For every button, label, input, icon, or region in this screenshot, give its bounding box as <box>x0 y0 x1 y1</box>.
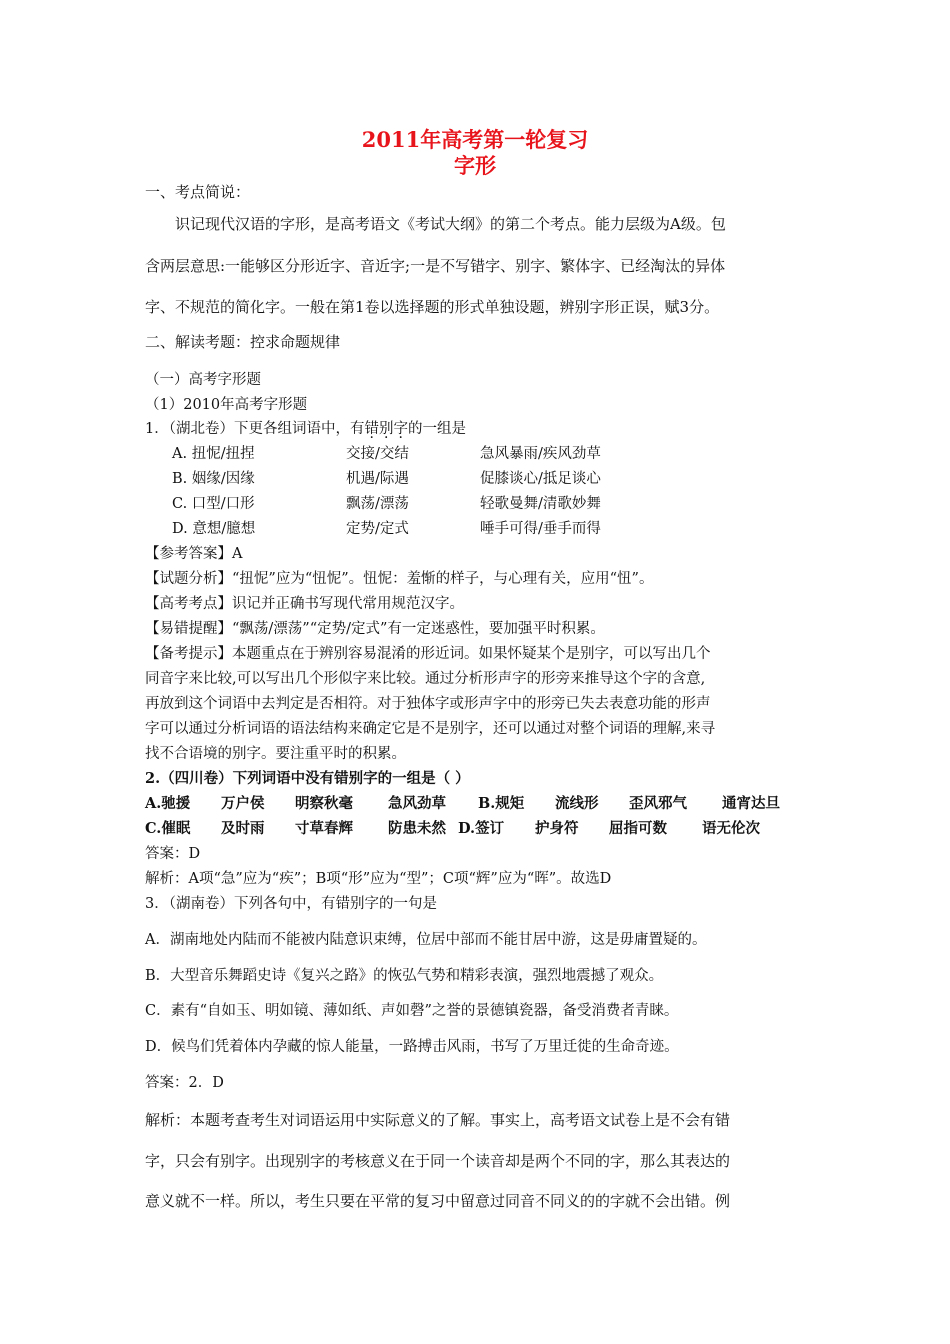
q1-option-a-col1: A. 扭怩/扭捏 <box>172 446 255 462</box>
q2-answer: 答案：D <box>145 846 201 862</box>
q1-option-b-col1: B. 姻缘/因缘 <box>172 471 255 487</box>
q2-word: 流线形 <box>555 795 599 812</box>
q1-stem-emph: 字 <box>393 421 408 437</box>
section2-heading: 二、解读考题：控求命题规律 <box>145 333 341 351</box>
q2-word: 通宵达旦 <box>722 795 780 812</box>
q3-analysis-line: 解析：本题考查考生对词语运用中实际意义的了解。事实上，高考语文试卷上是不会有错 <box>145 1111 731 1129</box>
q1-remind: 【易错提醒】“飘荡/漂荡”“定势/定式”有一定迷惑性，要加强平时积累。 <box>145 621 605 637</box>
q1-option-c-col3: 轻歌曼舞/清歌妙舞 <box>480 496 601 512</box>
q2-word: 明察秋毫 <box>295 795 353 812</box>
q2-word: 屈指可数 <box>609 820 667 837</box>
q1-stem <box>145 417 466 438</box>
q3-answer: 答案：2．D <box>145 1075 224 1091</box>
q2-word: B.规矩 <box>478 795 525 812</box>
q3-stem: 3．（湖南卷）下列各句中，有错别字的一句是 <box>145 896 437 912</box>
section2-sub1: （一）高考字形题 <box>145 372 261 388</box>
q1-stem-emph: 别 <box>378 421 394 437</box>
q2-word: 寸草春辉 <box>295 820 353 837</box>
q1-option-a-col3: 急风暴雨/疾风劲草 <box>480 446 601 462</box>
q3-option: C．素有“自如玉、明如镜、薄如纸、声如磬”之誉的景德镇瓷器，备受消费者青睐。 <box>145 1003 679 1019</box>
q3-option: B．大型音乐舞蹈史诗《复兴之路》的恢弘气势和精彩表演，强烈地震撼了观众。 <box>145 968 664 984</box>
q1-answer: 【参考答案】A <box>145 546 243 562</box>
q1-option-d-col1: D. 意想/臆想 <box>172 521 256 537</box>
q2-word: 语无伦次 <box>702 820 760 837</box>
q1-option-c-col1: C. 口型/口形 <box>172 496 255 512</box>
section1-para-line: 识记现代汉语的字形，是高考语文《考试大纲》的第二个考点。能力层级为A级。包 <box>175 215 726 233</box>
q1-option-b-col3: 促膝谈心/抵足谈心 <box>480 471 601 487</box>
q1-analysis: 【试题分析】“扭怩”应为“忸怩”。忸怩：羞惭的样子，与心理有关，应用“忸”。 <box>145 571 654 587</box>
q2-word: 万户侯 <box>221 795 265 812</box>
q2-word: D.签订 <box>458 820 505 837</box>
q3-analysis-line: 意义就不一样。所以，考生只要在平常的复习中留意过同音不同义的的字就不会出错。例 <box>145 1192 731 1210</box>
q1-option-b-col2: 机遇/际遇 <box>346 471 409 487</box>
q2-analysis: 解析：A项“急”应为“疾”；B项“形”应为“型”；C项“辉”应为“晖”。故选D <box>145 871 612 887</box>
q1-option-d-col2: 定势/定式 <box>346 521 409 537</box>
q3-option: D．候鸟们凭着体内孕藏的惊人能量，一路搏击风雨，书写了万里迁徙的生命奇迹。 <box>145 1039 679 1055</box>
q1-option-a-col2: 交接/交结 <box>346 446 409 462</box>
section1-para-line: 字、不规范的简化字。一般在第1卷以选择题的形式单独设题，辨别字形正误，赋3分。 <box>145 298 720 316</box>
q2-word: 防患未然 <box>388 820 446 837</box>
q2-word: 歪风邪气 <box>629 795 687 812</box>
q3-option: A．湖南地处内陆而不能被内陆意识束缚，位居中部而不能甘居中游，这是毋庸置疑的。 <box>145 932 707 948</box>
doc-title: 2011年高考第一轮复习 <box>361 127 589 152</box>
q1-tips-line: 再放到这个词语中去判定是否相符。对于独体字或形声字中的形旁已失去表意功能的形声 <box>145 696 711 712</box>
q1-tips-line: 同音字来比较,可以写出几个形似字来比较。通过分析形声字的形旁来推导这个字的含意, <box>145 671 706 687</box>
q3-analysis-line: 字，只会有别字。出现别字的考核意义在于同一个读音却是两个不同的字，那么其表达的 <box>145 1152 731 1170</box>
q1-tips-line: 字可以通过分析词语的语法结构来确定它是不是别字，还可以通过对整个词语的理解,来寻 <box>145 721 716 737</box>
q1-option-c-col2: 飘荡/漂荡 <box>346 496 409 512</box>
q1-stem-before: 1．（湖北卷）下更各组词语中，有 <box>145 421 365 437</box>
section2-sub2: （1）2010年高考字形题 <box>145 397 308 413</box>
q2-stem: 2.（四川卷）下列词语中没有错别字的一组是（ ） <box>145 770 470 787</box>
q1-stem-after: 的一组是 <box>407 421 466 437</box>
q1-point: 【高考考点】识记并正确书写现代常用规范汉字。 <box>145 596 464 612</box>
q2-word: A.驰援 <box>145 795 191 812</box>
q1-stem-emph: 错 <box>364 421 379 437</box>
section1-para-line: 含两层意思:一能够区分形近字、音近字;一是不写错字、别字、繁体字、已经淘汰的异体 <box>145 257 726 275</box>
doc-subtitle: 字形 <box>454 153 496 178</box>
q2-word: C.催眠 <box>145 820 191 837</box>
q1-tips-line: 找不合语境的别字。要注重平时的积累。 <box>145 746 406 762</box>
q2-word: 急风劲草 <box>388 795 446 812</box>
q1-tips-line: 【备考提示】本题重点在于辨别容易混淆的形近词。如果怀疑某个是别字，可以写出几个 <box>145 646 711 662</box>
section1-heading: 一、考点简说： <box>145 183 251 201</box>
q2-word: 及时雨 <box>221 820 265 837</box>
q2-word: 护身符 <box>535 820 579 837</box>
q1-option-d-col3: 唾手可得/垂手而得 <box>480 521 601 537</box>
